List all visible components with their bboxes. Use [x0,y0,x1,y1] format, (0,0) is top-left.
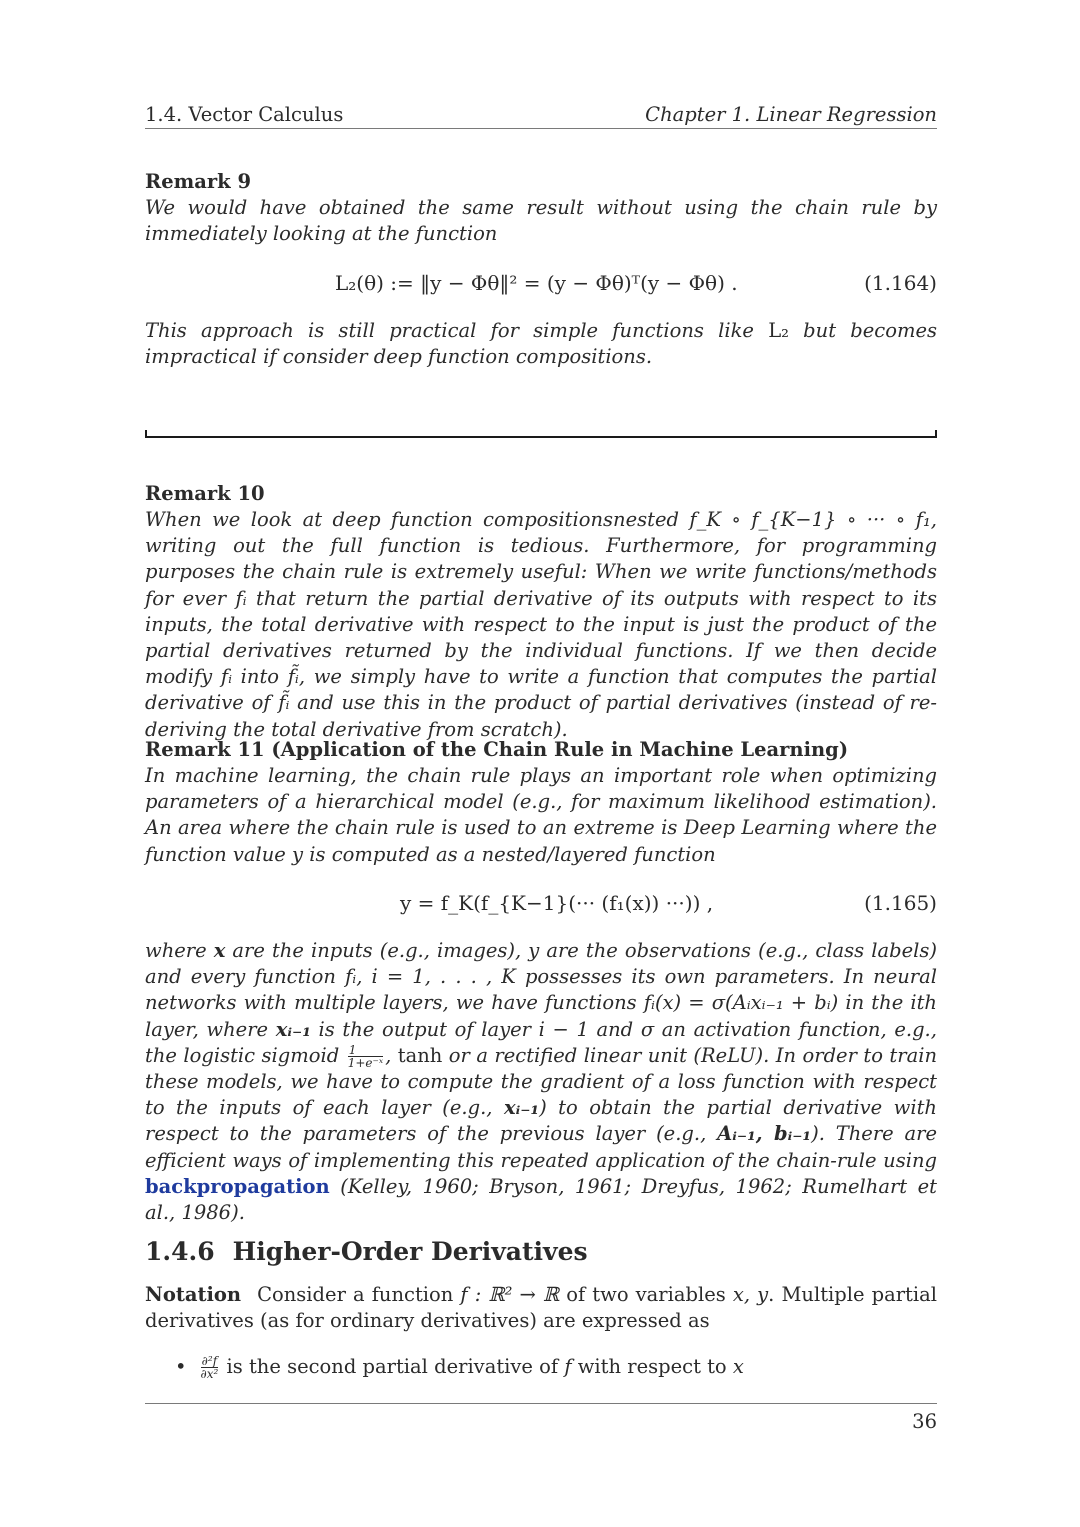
remark-11 [145,737,937,868]
equation-1-165 [145,888,937,918]
bullet-item: • $\frac{\text{∂²f}}{\text{∂x²}}$ is the second partial derivative of f with respect to x [175,1354,744,1381]
section-number: 1.4.6 [145,1237,215,1266]
page-number: 36 [912,1410,937,1433]
remark-10-text: When we look at deep function compositionsnested f_K ∘ f_{K−1} ∘ ··· ∘ f₁, writing out the full function is tedious. Furthermore, for programming purposes the chain rule is extremely useful: When we write functions/methods for ever fᵢ that return the partial derivative of its outputs with respect to its inputs, the total derivative with respect to the input is just the product of the partial derivatives returned by the individual functions. If we then decide modify fᵢ into f̃ᵢ, we simply have to write a function that computes the partial derivative of f̃ᵢ and use this in the product of partial derivatives (instead of re-deriving the total derivative from scratch). [145,508,938,741]
remark-11-title: Remark 11 (Application of the Chain Rule in Machine Learning) [145,738,849,761]
remark-11-text-2: where x are the inputs (e.g., images), y are the observations (e.g., class labels) and every function fᵢ, i = 1, . . . , K possesses its own parameters. In neural networks with multiple layers, we have functions fᵢ(x) = σ(Aᵢxᵢ₋₁ + bᵢ) in the ith layer, where xᵢ₋₁ is the output of layer i − 1 and σ an activation function, e.g., the logistic sigmoid $\frac{1}{\text{1+e⁻ˣ}}$ , tanh or a rectified linear unit (ReLU). In order to train these models, we have to compute the gradient of a loss function with respect to the inputs of each layer (e.g., xᵢ₋₁) to obtain the partial derivative with respect to the parameters of the previous layer (e.g., Aᵢ₋₁, bᵢ₋₁). There are efficient ways of implementing this repeated application of the chain-rule using backpropagation (Kelley, 1960; Bryson, 1961; Dreyfus, 1962; Rumelhart et al., 1986). [145,939,937,1225]
section-title: Higher-Order Derivatives [232,1237,588,1266]
equation-1-165-number: (1.165) [864,891,937,915]
equation-1-164-number: (1.164) [864,271,937,295]
section-heading [145,1236,937,1268]
remark-9-text: We would have obtained the same result without using the chain rule by immediately looking at the function [145,196,937,246]
backpropagation-link[interactable]: backpropagation [145,1174,330,1198]
header-chapter: Chapter 1. Linear Regression [645,102,937,126]
running-header [145,100,937,128]
remark-10-title: Remark 10 [145,482,265,505]
remark-9-title: Remark 9 [145,170,252,193]
remark-9-text-2: This approach is still practical for simple functions like L₂ but becomes impractical if consider deep function compositions. [145,319,937,369]
notation-label: Notation [145,1283,242,1306]
equation-1-164-formula: L₂(θ) := ‖y − Φθ‖² = (y − Φθ)ᵀ(y − Φθ) . [335,271,738,295]
remark-10 [145,481,937,743]
footer-rule [145,1403,937,1404]
notation-paragraph: Notation Consider a function f : ℝ² → ℝ of two variables x, y. Multiple partial derivatives (as for ordinary derivatives) are expressed as [145,1283,937,1333]
second-derivative-fraction: $\frac{\text{∂²f}}{\text{∂x²}}$ [200,1354,219,1381]
equation-1-164 [145,268,937,298]
remark-11-text: In machine learning, the chain rule plays an important role when optimizing parameters of a hierarchical model (e.g., for maximum likelihood estimation). An area where the chain rule is used to an extreme is Deep Learning where the function value y is computed as a nested/layered function [145,764,937,866]
remark-end-bracket [145,430,937,438]
header-section: 1.4. Vector Calculus [145,102,344,126]
bullet-dot: • [175,1355,187,1378]
sigmoid-fraction: $\frac{1}{\text{1+e⁻ˣ}}$ [347,1042,384,1070]
remark-9 [145,169,937,247]
equation-1-165-formula: y = f_K(f_{K−1}(··· (f₁(x)) ···)) , [400,891,714,915]
header-rule [145,128,937,129]
